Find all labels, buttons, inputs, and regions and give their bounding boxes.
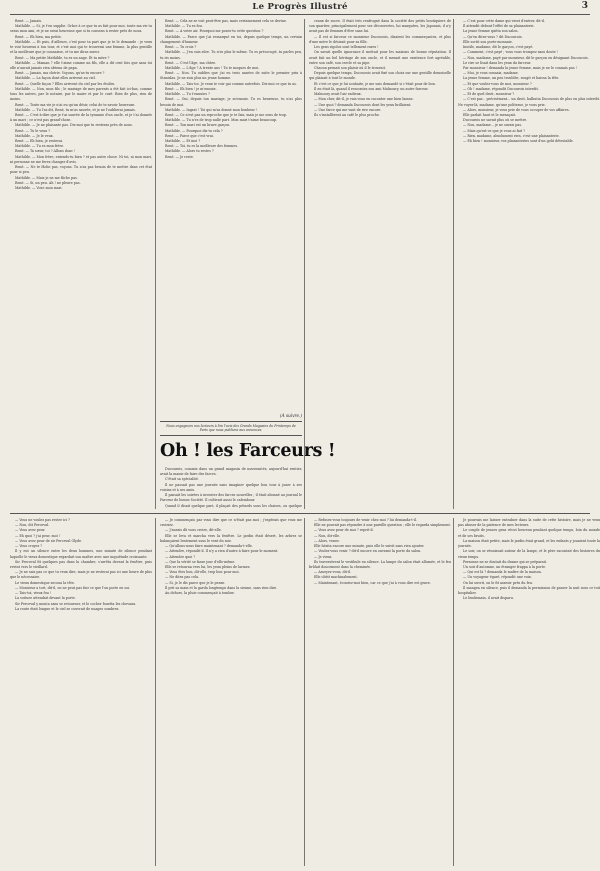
paragraph: — Et que voulez-vous de moi, monsieur ? — [463, 81, 532, 86]
column-bottom-4 — [458, 518, 600, 866]
newspaper-title: Le Progrès Illustré — [252, 2, 348, 12]
paragraph: Elle ne pouvait pas répondre à une pareille question ; elle le regarda simplement. — [314, 523, 451, 528]
paragraph: Les gens rigolos sont tellement rares ! — [314, 45, 379, 50]
column-top-3 — [309, 19, 451, 509]
paragraph: Il ne passait pas une journée sans imaginer quelque bon tour à jouer à ses voisins et à ses amis. — [160, 482, 302, 492]
paragraph: Mathilde. — Alors tu restes ? — [165, 149, 214, 154]
section-rule — [160, 435, 302, 436]
paragraph: Personne ne se doutait du drame qui se préparait. — [463, 559, 548, 564]
paragraph: Le soir, on se réunissait autour de la lampe, et le père racontait des histoires du vieux temps. — [458, 549, 600, 559]
paragraph: René. — Tu crois ? — [165, 45, 197, 50]
paragraph: Mathilde. — Tu t'ennuies ? — [165, 92, 210, 97]
paragraph: — Rien, madame, absolument rien, c'est une plaisanterie. — [463, 133, 560, 138]
column-divider — [304, 19, 305, 509]
column-top-2 — [160, 19, 302, 409]
paragraph: René. — Non. Tu oublies que j'ai eu trois années de suite le premier prix à Stanislas. Je ne suis plus un jeune homme. — [160, 71, 302, 81]
paragraph: — C'est pour cette dame qui vient d'entrer, dit-il. — [463, 19, 545, 23]
column-top-1 — [10, 19, 152, 509]
paragraph: Au dehors, la pluie commençait à tomber. — [165, 591, 235, 596]
paragraph: René. — Ce n'est pas un reproche que je te fais, mais je me sens de trop. — [165, 112, 288, 117]
paragraph: Malnoury avait l'air radieux. — [314, 92, 362, 97]
paragraph: René. — Eh bien, je resterai. — [15, 139, 64, 144]
column-bottom-1 — [10, 518, 152, 866]
paragraph: Par monsieur ! demanda la jeune femme, mais je ne le connais pas ! — [463, 65, 577, 70]
paragraph: Ducourois ne savait plus où se mettre. — [463, 118, 528, 123]
paragraph: René. — Eh bien ! je m'ennuie. — [165, 86, 217, 91]
paragraph: René. — Toi, tu es la meilleure des femmes. — [165, 144, 239, 149]
paragraph: — Vous avez peur. — [15, 528, 46, 533]
paragraph: — Non, madame... je ne savais pas. — [463, 123, 523, 128]
paragraph: Ils s'installèrent au café le plus proche. — [314, 112, 380, 117]
paragraph: — Je ne sais pas ce que tu veux dire, mais je ne resterai pas ici une heure de plus que le nécessaire. — [10, 570, 152, 580]
paragraph: René. — Tu le veux ? — [15, 128, 50, 133]
paragraph: La maison était petite, mais le jardin était grand, et les enfants y jouaient toute la journée. — [458, 538, 600, 549]
paragraph: Je pourrais me laisser entraîner dans la suite de cette histoire, mais je ne veux pas abuser de la patience de mes lecteurs. — [458, 518, 600, 528]
paragraph: René. — Ton mari est un brave garçon. — [165, 123, 231, 128]
paragraph: Mathilde. — La façon dont elles arrivent au ciel. — [15, 76, 96, 81]
paragraph: Mathilde. — Tu n'es de trop nulle part. Mon mari t'aime beaucoup. — [165, 118, 278, 123]
paragraph: — Non, madame, payé par monsieur, dit le garçon en désignant Ducourois. — [463, 55, 589, 60]
paragraph: C'était sa spécialité. — [165, 477, 199, 482]
paragraph: — Voulez-vous venir ? dit-il encore en ouvrant la porte du salon. — [314, 549, 422, 554]
paragraph: — Il est si farceur ce monsieur Ducourois, disaient les commerçantes, et plus d'une mère le désirait pour sa fille. — [309, 34, 451, 44]
paragraph: René. — Quelle façon ? Elles arrivent du ciel par les étoiles. — [15, 81, 116, 86]
paragraph: Il y eut un silence entre les deux hommes, une minute de silence pendant laquelle le vieux domestique regardait son maître avec une inquiétude croissante. — [10, 549, 152, 559]
paragraph: René. — Jamais, ma chérie. Voyons, qu'as-tu encore ? — [15, 71, 105, 76]
paragraph: René. — Toute ma vie je n'ai eu qu'un désir, celui de te savoir heureuse. — [15, 102, 136, 107]
paragraph: Mathilde. — Tu l'as dit, René, tu m'as sauvée, et je ne l'oublierai jamais. — [15, 107, 136, 112]
paragraph: — Une quoi ? demanda Ducourois dont les yeux brillaient. — [314, 102, 412, 107]
paragraph: On savait quelle ignorance il mettait pour les maisons de bonne réputation. Il avait fait un bel héritage de son oncle, et il menait une existence fort agréable, entre son café, son cercle et sa pipe. — [309, 50, 451, 65]
page-header — [0, 0, 600, 16]
paragraph: — Un voyageur égaré, répondit une voix. — [463, 575, 532, 580]
paragraph: René. — Si, un peu. Ah ! ne pleure pas. — [15, 180, 81, 185]
paragraph: Elle parlait haut et le menaçait. — [463, 112, 516, 117]
paragraph: — Vous avez peur de sir Perceval Glyde. — [15, 538, 83, 543]
paragraph: — Maintenant, écoutez-moi bien, car ce que j'ai à vous dire est grave. — [314, 580, 431, 585]
paragraph: René. — Ne te fâche pas, voyons. Tu n'as pas besoin de te mettre dans cet état pour si peu. — [10, 165, 152, 175]
paragraph: — Que la vérité se fasse jour d'elle-même. — [165, 559, 236, 564]
paragraph: Elle se leva et marcha vers la fenêtre. Le jardin était désert, les arbres se balançaient lentement sous le vent du soir. — [160, 533, 302, 543]
paragraph: Sir Perceval y monta sans se retourner, et le cocher fouetta les chevaux. — [15, 601, 137, 606]
paragraph: — Tais-toi, vieux fou ! — [15, 591, 52, 596]
paragraph: Il passait les soirées à inventer des farces nouvelles ; il était abonné au journal le Farceur de bonne Société. Il cultivait aussi le calembour. — [160, 493, 302, 503]
paragraph: Chacun prenait son plaisir où il le trouvait. — [314, 65, 386, 70]
to-be-continued: (A suivre.) — [280, 413, 302, 418]
paragraph: — Ne dites pas cela. — [165, 575, 200, 580]
page-number: 3 — [581, 1, 588, 11]
paragraph: Mathilde. — Non, mon fils ; le mariage de mes parents a été fait ici-bas, comme tous les autres, par le notaire, par le maire et par le curé. Rien de plus, rien de moins. — [10, 86, 152, 102]
column-bottom-3 — [309, 518, 451, 866]
paragraph: La jeune femme quitta son salon. — [463, 29, 519, 34]
paragraph: René. — Cela ne se voit peut-être pas, mais certainement cela se devine. — [165, 19, 287, 23]
section-rule — [160, 421, 302, 422]
paragraph: René. — Ma petite Mathilde, tu es un ange. Et ta mère ? — [15, 55, 110, 60]
paragraph: Mathilde. — Voici mon mari. — [15, 186, 63, 190]
paragraph: René. — C'est l'âge, ma chère. — [165, 60, 217, 65]
paragraph: Elle se retourna vers lui, les yeux pleins de larmes. — [165, 564, 251, 569]
story-opening — [160, 467, 302, 509]
paragraph: René. — Parce que c'est vrai. — [165, 133, 214, 138]
paragraph: Mathilde. — Je ne plaisante pas. Dis-moi que tu resteras près de nous. — [15, 123, 133, 128]
paragraph: Et c'est ce que je lui souhaite, je me suis demandé si c'était pour de bon. — [314, 81, 436, 86]
paragraph: ceaux de sucre. Il était très renfrogné dans la société des petits boutiquiers de son quartier, principalement pour ses découvertes, lui marquées, les Japonais, il n'y avait pas de femmes d'être sans lui. — [309, 19, 451, 34]
paragraph: On lui ouvrit, on le fit asseoir près du feu. — [463, 580, 533, 585]
paragraph: — Qu'en dites-vous ? dit Ducourois. — [463, 34, 523, 39]
paragraph: — Je commençais par vous dire que ce n'était pas moi ; j'espérais que vous me croiriez. — [160, 518, 302, 528]
paragraph: La jeune femme, un peu troublée, rougit et baissa la tête. — [463, 76, 560, 81]
paragraph: Le rire se lisait dans les yeux du farceur. — [463, 60, 532, 65]
column-divider — [155, 518, 156, 866]
paragraph: Mathilde. — Parce que j'ai remarqué en toi, depuis quelque temps, un certain changement d'humeur. — [160, 34, 302, 44]
paragraph: Il attendit debout l'effet de sa plaisanterie. — [463, 24, 535, 29]
paragraph: René. — Je reste. — [165, 154, 194, 159]
paragraph: — Attendre, répondit-il. Il n'y a rien d'autre à faire pour le moment. — [165, 549, 279, 554]
paragraph: Elle hésita encore une minute, puis elle le suivit sans rien ajouter. — [314, 544, 425, 549]
paragraph: René. — Jamais. — [15, 19, 43, 23]
paragraph: Mathilde. — L'âge ? A trente ans ! Tu te moques de moi. — [165, 65, 260, 70]
paragraph: Mathilde. — Mais je ne me fâche pas. — [15, 175, 78, 180]
paragraph: Le vieux domestique secoua la tête. — [15, 580, 75, 585]
paragraph: Sir Perceval fit quelques pas dans la chambre, s'arrêta devant la fenêtre, puis revint vers le vieillard. — [10, 559, 152, 569]
paragraph: — Eh bien ! monsieur, vos plaisanteries sont d'un goût détestable. — [463, 139, 574, 144]
advertisement-note: Nous engageons nos lecteurs à lire l'avis des Grands Magasins du Printemps de Paris que nous publions aux annonces. — [166, 424, 296, 433]
paragraph: — Et de quel droit, monsieur ? — [463, 92, 515, 97]
column-divider — [453, 19, 454, 509]
paragraph: Ducourois, commis dans un grand magasin de nouveautés, aujourd'hui rentier, avait la manie de faire des farces. — [160, 467, 302, 477]
paragraph: Le couple de jeunes gens vécut heureux pendant quelque temps, loin du monde et de ses bruits. — [458, 528, 600, 538]
paragraph: Elle sortit son porte-monnaie. — [463, 39, 513, 44]
paragraph: — Monsieur a tort, dit-il, on ne peut pas fuir ce que l'on porte en soi. — [15, 585, 131, 590]
paragraph: — Si, je le dis parce que je le pense. — [165, 580, 226, 585]
paragraph: Mathilde. — Pourquoi dis-tu cela ? — [165, 128, 223, 133]
paragraph: Mathilde. — Si, je t'en supplie. Grâce à ce que tu as fait pour moi, toute ma vie tu seras mon ami, et je ne serai heureuse que si tu consens à rester près de nous. — [10, 24, 152, 34]
paragraph: Mathilde. — Et moi ? — [165, 139, 201, 144]
paragraph: — Alors, monsieur, je vous prie de vous occuper de vos affaires. — [463, 107, 570, 112]
paragraph: — J'aurais dû vous croire, dit-elle. — [165, 528, 222, 533]
paragraph: — Vous êtes bon, dit-elle, trop bon pour moi. — [165, 570, 240, 575]
paragraph: Mathilde. — Ingrat ! Toi qui m'as donné mon bonheur ! — [165, 107, 258, 112]
paragraph: René. — Oui, depuis ton mariage, je m'ennuie. Tu es heureuse, tu n'as plus besoin de moi. — [160, 97, 302, 107]
paragraph: — Vous avez peur de moi ? reprit-il. — [314, 528, 374, 533]
paragraph: — Attendre quoi ? — [165, 554, 196, 559]
column-top-4 — [458, 19, 600, 509]
paragraph: Quand il disait quelque part, il plaçait des pétards sous les chaises, ou quelque — [165, 503, 302, 508]
paragraph: — Non, dit-elle. — [314, 533, 341, 538]
paragraph: Le lendemain, il avait disparu. — [463, 596, 514, 601]
paragraph: Mathilde. — Tais-toi. Je veux te voir gai comme autrefois. Dis-moi ce que tu as. — [165, 81, 297, 86]
paragraph: — Refusez-vous toujours de venir chez moi ? lui demanda-t-il. — [314, 518, 418, 522]
paragraph: — Mais qu'est-ce que je vous ai fait ? — [463, 128, 525, 133]
paragraph: Mathilde. — Et puis, d'ailleurs, c'est pour ta part que je te le demande : je veux te voir heureux à ton tour, et c'est moi qui te trouverai une femme, la plus gentille et la meilleure que je connaisse, et tu me diras merci. — [10, 39, 152, 55]
paragraph: — Non, dit Perceval. — [15, 523, 50, 528]
paragraph: Il en était là, quand il rencontra son ami Malnoury, un autre farceur. — [314, 86, 429, 91]
paragraph: Inutile, madame, dit le garçon, c'est payé. — [463, 45, 534, 50]
paragraph: — Qu'allons-nous faire maintenant ? demanda-t-elle. — [165, 544, 253, 549]
paragraph: Il mangea en silence, puis il demanda la permission de passer la nuit sous ce toit hospitalier. — [458, 585, 600, 596]
paragraph: René. — C'est-à-dire que je t'ai sauvée de la tyrannie d'un oncle, et je t'ai donnée à un mari ; ce n'est pas grand'chose. — [10, 112, 152, 123]
paragraph: Mathilde. — Maman ? elle t'aime comme un fils, elle a dit cent fois que sans toi elle n'aurait jamais rien obtenu de papa. — [10, 60, 152, 70]
paragraph: — Je viens. — [314, 554, 333, 559]
paragraph: — Alors, venez. — [314, 538, 340, 543]
paragraph: René. — A votre air. Pourquoi me poses-tu cette question ? — [165, 29, 264, 34]
paragraph: Il prit sa main et la garda longtemps dans la sienne, sans rien dire. — [165, 585, 278, 590]
paragraph: Mathilde. — Tu es fou. — [165, 24, 203, 29]
paragraph: — Asseyez-vous, dit-il. — [314, 570, 352, 575]
paragraph: Elle obéit machinalement. — [314, 575, 358, 580]
column-bottom-2 — [160, 518, 302, 866]
feuilleton-rule — [10, 513, 590, 514]
paragraph: Un soir d'automne, un étranger frappa à la porte. — [463, 564, 547, 569]
paragraph: — Eh quoi ? j'ai peur, moi ! — [15, 533, 61, 538]
story-title: Oh ! les Farceurs ! — [160, 441, 336, 461]
paragraph: — Vous croyez ? — [15, 544, 43, 549]
paragraph: — Vous ne voulez pas rester ici ? — [15, 518, 70, 522]
paragraph: — Mon cher, dit-il, je vais vous en raconter une bien bonne. — [314, 97, 414, 102]
column-divider — [453, 518, 454, 866]
paragraph: — Qui est là ? demanda le maître de la maison. — [463, 570, 542, 575]
column-divider — [155, 19, 156, 509]
paragraph: Mathilde. — Tu es mon frère. — [15, 144, 65, 149]
paragraph: Ils traversèrent le vestibule en silence. La lampe du salon était allumée, et le feu brûlait doucement dans la cheminée. — [309, 559, 451, 569]
paragraph: René. — Ta sœur, toi ? Allons donc ! — [15, 149, 76, 154]
paragraph: — Comment, c'est payé ; vous vous trompez sans doute ! — [463, 50, 559, 55]
column-divider — [304, 518, 305, 866]
paragraph: — Oh ! madame, répondit Ducourois interdit. — [463, 86, 539, 91]
paragraph: Mathilde. — Mon frère, entends-tu bien ? et pas autre chose. Ni toi, ni mon mari, ni personne ne me ferez changer d'avis. — [10, 154, 152, 164]
paragraph: René. — Eh bien, ma petite. — [15, 34, 62, 39]
paragraph: — C'est par... précisément... un droit, balbutia Ducourois de plus en plus interdit. Ne voyez-là, madame, qu'une politesse, je vous prie. — [458, 97, 600, 107]
paragraph: Depuis quelque temps, Ducourois avait fixé son choix sur une gentille demoiselle qui plaisait à tout le monde. — [309, 71, 451, 81]
paragraph: La voiture attendait devant la porte. — [15, 596, 76, 601]
paragraph: — Moi, je vous connais, madame. — [463, 71, 519, 76]
paragraph: Mathilde. — Je le veux. — [15, 133, 54, 138]
paragraph: Mathilde. — J'en suis sûre. Tu n'es plus le même. Tu es préoccupé, tu parles peu, tu ris moins. — [160, 50, 302, 60]
paragraph: — Une farce qui me vaut de rire encore. — [314, 107, 382, 112]
header-rule — [10, 14, 590, 15]
paragraph: La route était longue et le ciel se couvrait de nuages sombres. — [15, 606, 120, 611]
